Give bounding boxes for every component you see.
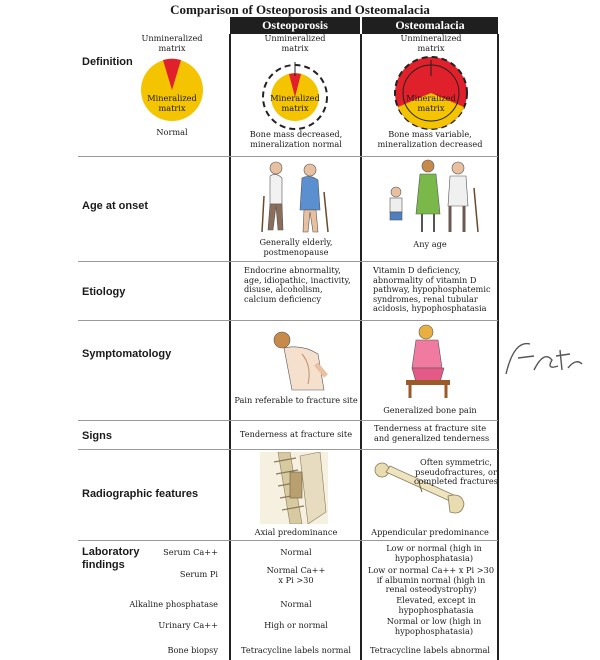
row-divider: [78, 449, 498, 450]
unmineralized-label: Unmineralized matrix: [264, 33, 326, 53]
lab-osteoporosis-value: High or normal: [264, 620, 328, 630]
osteomalacia-radiographic-text: Appendicular predominance: [371, 527, 489, 537]
osteoporosis-age-text: Generally elderly, postmenopause: [259, 237, 333, 257]
lab-test-label: Bone biopsy: [167, 645, 218, 655]
lab-osteoporosis-value: Tetracycline labels normal: [241, 645, 351, 655]
row-divider: [78, 156, 498, 157]
row-label-laboratory: Laboratory findings: [82, 546, 140, 571]
unmineralized-label: Unmineralized matrix: [400, 33, 462, 53]
page-title: Comparison of Osteoporosis and Osteomalacia: [170, 2, 430, 17]
lab-osteoporosis-value: Normal Ca++ x Pi >30: [266, 565, 326, 585]
osteoporosis-radiographic-text: Axial predominance: [254, 527, 338, 537]
lab-test-label: Serum Ca++: [163, 547, 218, 557]
row-label-symptomatology: Symptomatology: [82, 348, 172, 360]
lab-osteomalacia-value: Normal or low (high in hypophosphatasia): [386, 616, 482, 636]
osteomalacia-symptom-text: Generalized bone pain: [383, 405, 477, 415]
row-divider: [78, 261, 498, 262]
osteomalacia-radiographic-note: Often symmetric, pseudofractures, or completed fractures: [414, 457, 498, 487]
unmineralized-label: Unmineralized matrix: [141, 33, 203, 53]
mineralized-label: Mineralized matrix: [270, 93, 320, 113]
row-label-etiology: Etiology: [82, 286, 126, 298]
generalized-pain-illustration: [398, 322, 458, 398]
row-label-age: Age at onset: [82, 200, 149, 212]
elderly-couple-illustration: [258, 160, 336, 236]
row-divider: [78, 540, 498, 541]
row-label-signs: Signs: [82, 430, 112, 442]
family-all-ages-illustration: [384, 158, 484, 236]
lab-osteomalacia-value: Low or normal (high in hypophosphatasia): [386, 543, 482, 563]
row-divider: [78, 420, 498, 421]
osteomalacia-signs-text: Tenderness at fracture site and generalized tenderness: [374, 423, 490, 443]
lab-test-label: Urinary Ca++: [158, 620, 218, 630]
lab-test-label: Alkaline phosphatase: [129, 599, 218, 609]
column-divider-middle: [360, 34, 362, 660]
row-label-radiographic: Radiographic features: [82, 488, 199, 500]
mineralized-label: Mineralized matrix: [406, 93, 456, 113]
normal-label: Normal: [156, 127, 188, 137]
column-divider-left: [229, 34, 231, 660]
osteoporosis-definition-text: Bone mass decreased, mineralization normal: [249, 129, 343, 149]
back-pain-illustration: [262, 324, 340, 394]
osteoporosis-etiology-text: Endocrine abnormality, age, idiopathic, inactivity, disuse, alcoholism, calcium deficiency: [244, 265, 351, 304]
mineralized-label: Mineralized matrix: [147, 93, 197, 113]
netter-signature-logo: [500, 330, 590, 390]
header-osteoporosis: Osteoporosis: [230, 17, 360, 34]
lab-osteoporosis-value: Normal: [280, 547, 312, 557]
header-osteomalacia: Osteomalacia: [362, 17, 498, 34]
osteomalacia-etiology-text: Vitamin D deficiency, abnormality of vitamin D pathway, hypophosphatemic syndromes, renal tubular acidosis, hypophosphatasia: [373, 265, 491, 314]
row-label-definition: Definition: [82, 56, 133, 68]
osteoporosis-symptom-text: Pain referable to fracture site: [234, 395, 358, 405]
lab-test-label: Serum Pi: [179, 569, 218, 579]
osteomalacia-age-text: Any age: [413, 239, 447, 249]
osteoporosis-signs-text: Tenderness at fracture site: [239, 429, 353, 439]
lab-osteoporosis-value: Normal: [280, 599, 312, 609]
lab-osteomalacia-value: Low or normal Ca++ x Pi >30 if albumin normal (high in renal osteodystrophy): [367, 565, 495, 595]
lab-osteomalacia-value: Tetracycline labels abnormal: [369, 645, 491, 655]
lab-osteomalacia-value: Elevated, except in hypophosphatasia: [396, 595, 476, 615]
osteomalacia-definition-text: Bone mass variable, mineralization decreased: [377, 129, 483, 149]
column-divider-right: [497, 34, 499, 660]
spine-xray-illustration: [260, 452, 328, 524]
row-divider: [78, 320, 498, 321]
